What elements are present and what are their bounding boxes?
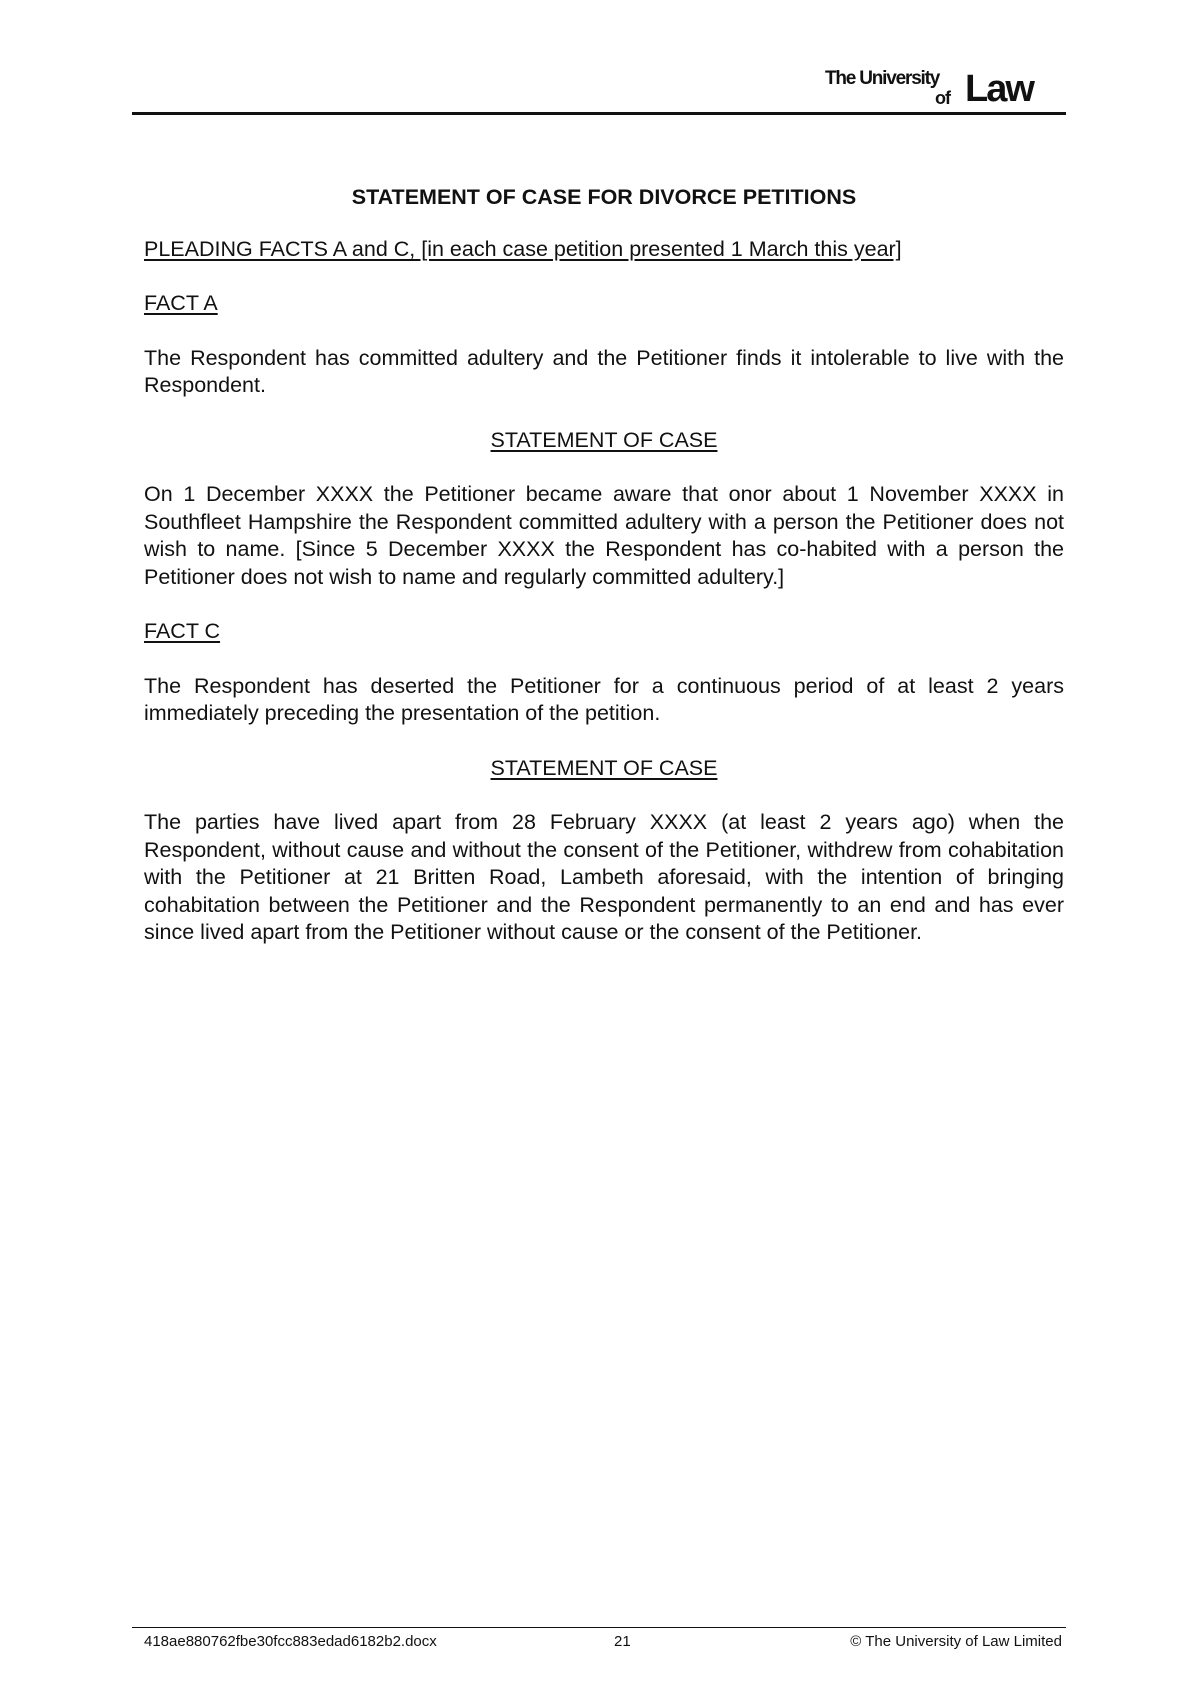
- footer-filename: 418ae880762fbe30fcc883edad6182b2.docx: [144, 1633, 437, 1650]
- fact-a-heading: [144, 290, 1064, 318]
- footer-divider: [132, 1627, 1066, 1628]
- fact-a-statement-heading-text: STATEMENT OF CASE: [490, 427, 718, 452]
- fact-c-text: The Respondent has deserted the Petitioner for a continuous period of at least 2 years immediately preceding the presentation of the petition.: [144, 673, 1064, 725]
- fact-a-statement-text: On 1 December XXXX the Petitioner became aware that onor about 1 November XXXX in Southfleet Hampshire the Respondent committed adultery with a person the Petitioner does not wish to name. [Since 5 December XXXX the Respondent has co-habited with a person the Petitioner does not wish to name and regularly committed adultery.]: [144, 482, 1064, 589]
- university-of-law-logo: [825, 66, 1055, 110]
- document-title: STATEMENT OF CASE FOR DIVORCE PETITIONS: [351, 185, 857, 209]
- fact-c-statement-heading-text: STATEMENT OF CASE: [490, 755, 718, 780]
- document-body: [144, 184, 1064, 974]
- logo-text-law: Law: [965, 68, 1033, 110]
- footer-page-number: 21: [614, 1633, 631, 1650]
- fact-c-statement-text: The parties have lived apart from 28 February XXXX (at least 2 years ago) when the Respondent, without cause and without the consent of the Petitioner, withdrew from cohabitation with the Petitioner at 21 Britten Road, Lambeth aforesaid, with the intention of bringing cohabitation between the Petitioner and the Respondent permanently to an end and has ever since lived apart from the Petitioner without cause or the consent of the Petitioner.: [144, 810, 1064, 944]
- pleading-subtitle-text: PLEADING FACTS A and C, [in each case petition presented 1 March this year]: [144, 236, 902, 261]
- pleading-subtitle: [144, 236, 1064, 264]
- logo-text-the-university: The University: [825, 68, 940, 89]
- fact-a-text: The Respondent has committed adultery and the Petitioner finds it intolerable to live with the Respondent.: [144, 345, 1064, 397]
- header-divider: [132, 112, 1066, 115]
- logo-text-of: of: [935, 88, 950, 108]
- fact-c-heading-text: FACT C: [144, 619, 221, 643]
- footer-copyright: © The University of Law Limited: [850, 1633, 1062, 1650]
- fact-c-heading: [144, 618, 1064, 646]
- fact-c-statement-heading: [144, 755, 1064, 783]
- fact-a-heading-text: FACT A: [144, 291, 218, 315]
- fact-a-statement-heading: [144, 427, 1064, 455]
